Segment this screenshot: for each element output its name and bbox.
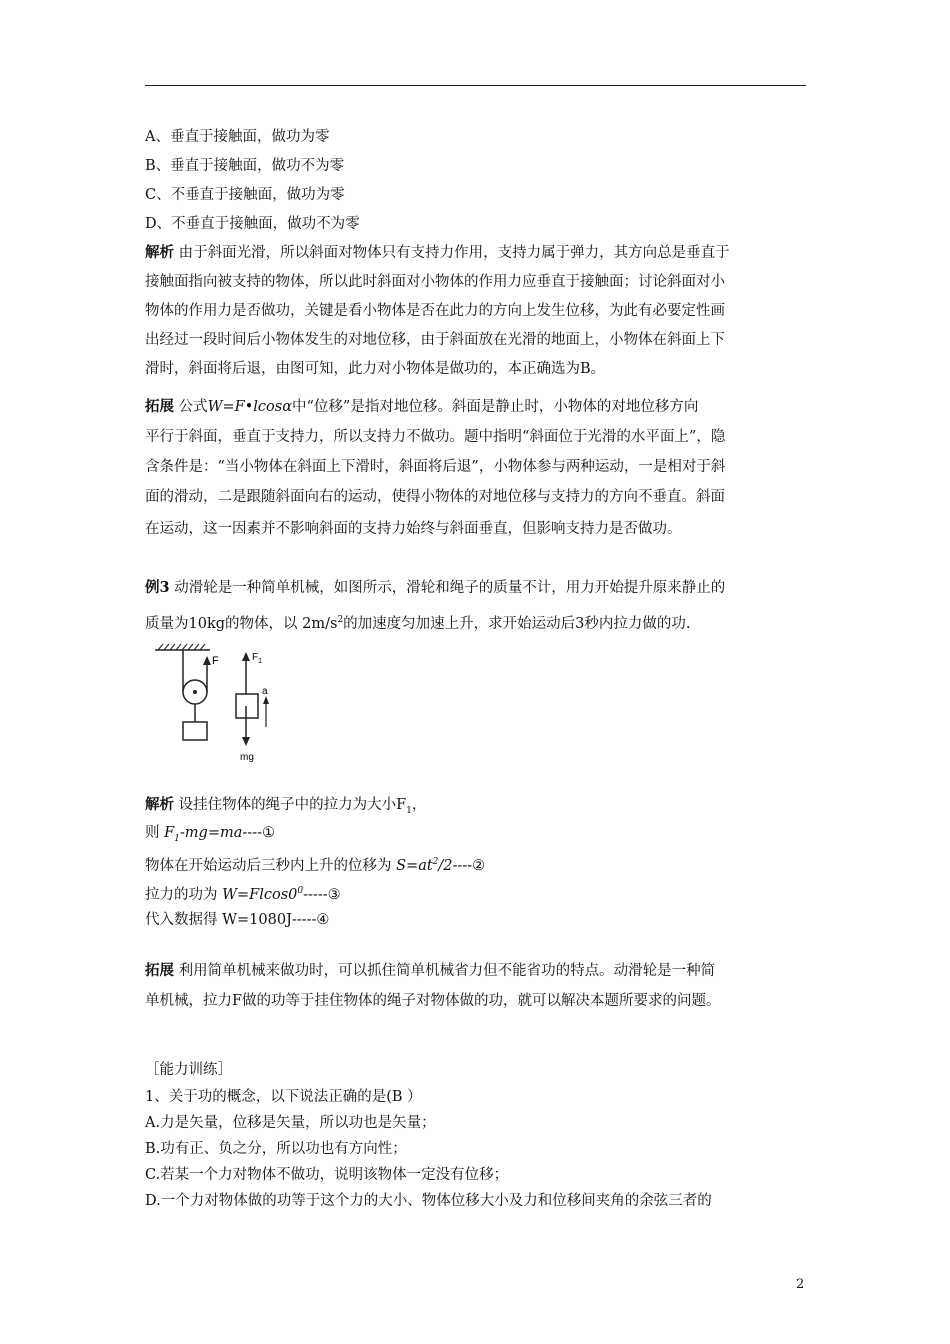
choice-c: C.若某一个力对物体不做功，说明该物体一定没有位移；: [145, 1167, 509, 1183]
acceleration-arrowhead: [263, 696, 269, 704]
extension1-line-3: 含条件是：“当小物体在斜面上下滑时，斜面将后退”，小物体参与两种运动，一是相对于斜: [145, 459, 726, 475]
option-d: D、不垂直于接触面，做功不为零: [145, 216, 360, 232]
hanging-block: [183, 722, 207, 740]
extension1-line-4: 面的滑动，二是跟随斜面向右的运动，使得小物体的对地位移与支持力的方向不垂直。斜面: [145, 489, 725, 505]
pulley-figure: [150, 642, 270, 767]
analysis1-label: 解析: [145, 244, 174, 261]
page-number: 2: [796, 1277, 805, 1292]
label-mg: mg: [240, 752, 254, 763]
extension1-label: 拓展: [145, 398, 174, 415]
extension3-line-1: 拓展 利用简单机械来做功时，可以抓住简单机械省力但不能省功的特点。动滑轮是一种简: [145, 962, 716, 979]
pulley-axle: [193, 690, 197, 694]
equation-1: 则 $F_1-mg=ma----①$: [145, 825, 275, 844]
equation-3: 拉力的功为 $W=Flcos0^0-----③$: [145, 886, 341, 903]
body-block: [236, 694, 258, 718]
extension1-post: 中“位移”是指对地位移。斜面是静止时，小物体的对地位移方向: [292, 399, 699, 415]
label-f: F: [212, 655, 219, 667]
extension1-line-1: [145, 397, 698, 417]
analysis1-line-2: 接触面指向被支持的物体，所以此时斜面对小物体的作用力应垂直于接触面；讨论斜面对小: [145, 274, 725, 290]
example3-text-1: 动滑轮是一种简单机械，如图所示，滑轮和绳子的质量不计，用力开始提升原来静止的: [174, 580, 726, 596]
extension1-line-5: 在运动，这一因素并不影响斜面的支持力始终与斜面垂直，但影响支持力是否做功。: [145, 521, 682, 537]
analysis3-label: 解析: [145, 796, 174, 813]
choice-b: B.功有正、负之分，所以功也有方向性；: [145, 1141, 407, 1157]
label-f1-sub: 1: [258, 658, 263, 665]
option-a: A、垂直于接触面，做功为零: [145, 129, 330, 145]
ceiling-hatch: [158, 644, 205, 650]
svg-text:F1: [252, 652, 262, 665]
equation-2: 物体在开始运动后三秒内上升的位移为 $S=at^2/2----②$: [145, 857, 486, 874]
training-heading: ［能力训练］: [145, 1062, 232, 1078]
example3-label: 例3: [145, 579, 170, 596]
extension1-line-2: 平行于斜面，垂直于支持力，所以支持力不做功。题中指明“斜面位于光滑的水平面上”，隐: [145, 429, 726, 445]
analysis1-text-1: 由于斜面光滑，所以斜面对物体只有支持力作用，支持力属于弹力，其方向总是垂直于: [178, 245, 730, 261]
label-a: a: [262, 686, 268, 697]
analysis3-line-1: 解析 设挂住物体的绳子中的拉力为大小$F_1$，: [145, 796, 427, 816]
work-formula: W=F•lcosα: [207, 399, 292, 415]
analysis1-line-3: 物体的作用力是否做功，关键是看小物体是否在此力的方向上发生位移，为此有必要定性画: [145, 303, 725, 319]
extension3-label: 拓展: [145, 962, 174, 979]
header-rule: [145, 85, 806, 86]
choice-d: D.一个力对物体做的功等于这个力的大小、物体位移大小及力和位移间夹角的余弦三者的: [145, 1193, 712, 1209]
force-f1-arrowhead: [242, 652, 250, 661]
extension3-line-2: 单机械，拉力F做的功等于挂住物体的绳子对物体做的功，就可以解决本题所要求的问题。: [145, 993, 721, 1009]
equation-4: 代入数据得 W=1080J-----④: [145, 912, 330, 928]
extension1-pre: 公式: [178, 399, 208, 415]
example3-line-2: 质量为10kg的物体，以 $2m/s^2$的加速度匀加速上升，求开始运动后3秒内拉力做的功.: [145, 615, 691, 632]
analysis1-line-5: 滑时，斜面将后退，由图可知，此力对小物体是做功的，本正确选为B。: [145, 361, 606, 377]
analysis1-line-1: [145, 243, 730, 263]
choice-a: A.力是矢量，位移是矢量，所以功也是矢量；: [145, 1115, 436, 1131]
weight-arrowhead: [242, 737, 250, 746]
option-b: B、垂直于接触面，做功不为零: [145, 158, 345, 174]
label-f1: F: [252, 652, 259, 663]
training-question-1: 1、关于功的概念，以下说法正确的是(B ）: [145, 1089, 422, 1105]
example3-line-1: [145, 578, 725, 598]
option-c: C、不垂直于接触面，做功为零: [145, 187, 345, 203]
analysis1-line-4: 出经过一段时间后小物体发生的对地位移，由于斜面放在光滑的地面上，小物体在斜面上下: [145, 332, 725, 348]
force-f-arrowhead: [203, 656, 211, 665]
